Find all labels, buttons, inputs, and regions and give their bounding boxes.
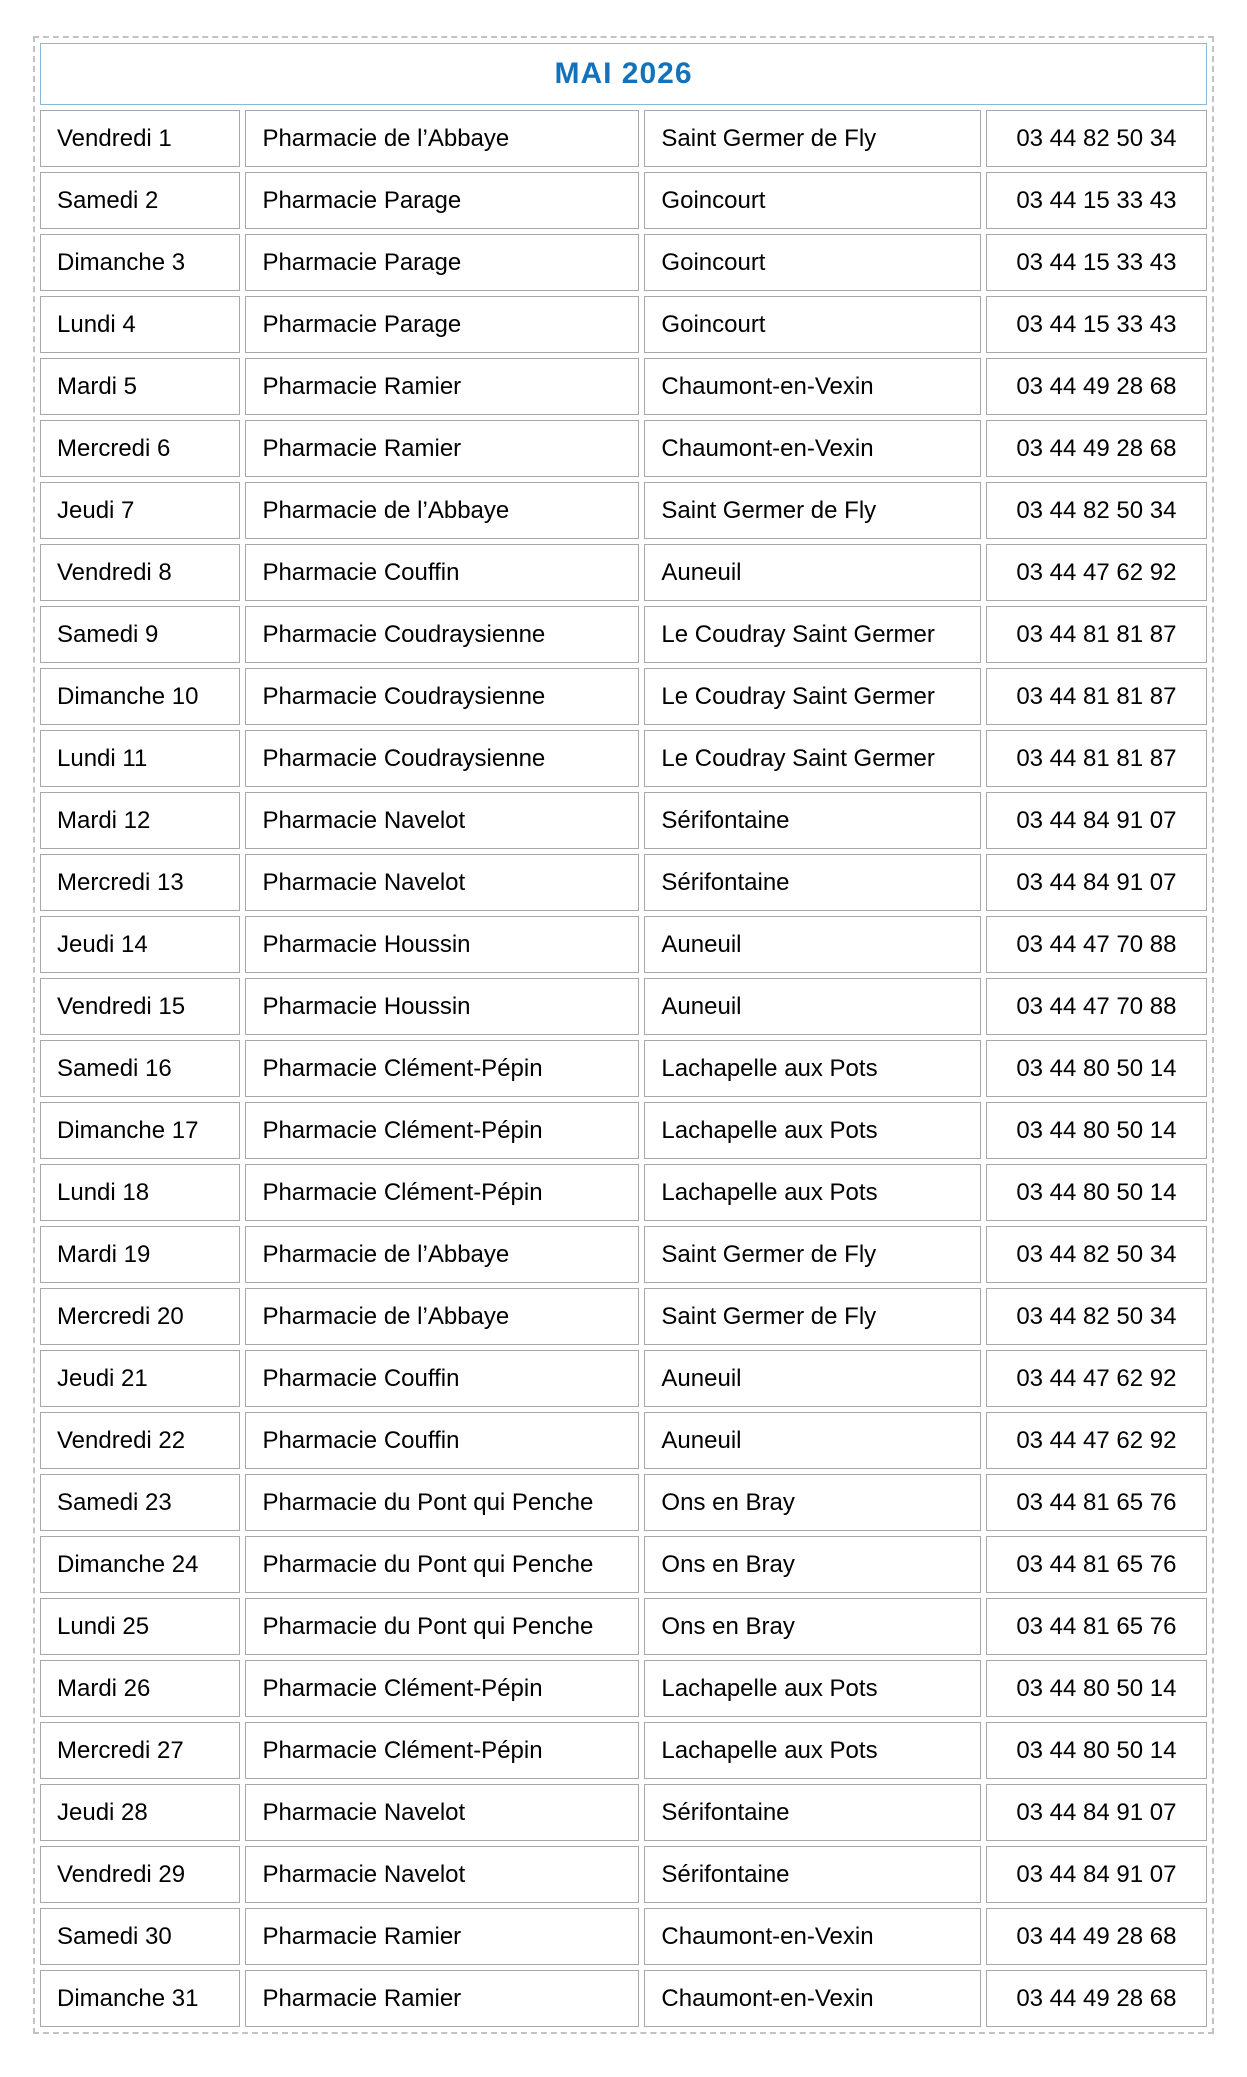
city-cell: Saint Germer de Fly — [644, 1226, 980, 1283]
day-cell: Vendredi 8 — [40, 544, 240, 601]
phone-cell: 03 44 49 28 68 — [986, 420, 1207, 477]
pharmacy-cell: Pharmacie Coudraysienne — [245, 730, 639, 787]
city-cell: Saint Germer de Fly — [644, 110, 980, 167]
phone-cell: 03 44 81 81 87 — [986, 668, 1207, 725]
pharmacy-cell: Pharmacie Clément-Pépin — [245, 1040, 639, 1097]
table-row — [40, 1660, 1207, 1717]
city-cell: Auneuil — [644, 978, 980, 1035]
city-cell: Auneuil — [644, 1412, 980, 1469]
day-cell: Vendredi 22 — [40, 1412, 240, 1469]
phone-cell: 03 44 84 91 07 — [986, 792, 1207, 849]
phone-cell: 03 44 49 28 68 — [986, 358, 1207, 415]
table-row — [40, 1970, 1207, 2027]
title-row — [40, 43, 1207, 105]
pharmacy-cell: Pharmacie Navelot — [245, 1784, 639, 1841]
day-cell: Dimanche 24 — [40, 1536, 240, 1593]
city-cell: Lachapelle aux Pots — [644, 1040, 980, 1097]
table-row — [40, 172, 1207, 229]
phone-cell: 03 44 47 70 88 — [986, 916, 1207, 973]
table-row — [40, 1040, 1207, 1097]
day-cell: Lundi 4 — [40, 296, 240, 353]
city-cell: Goincourt — [644, 172, 980, 229]
table-row — [40, 1846, 1207, 1903]
pharmacy-cell: Pharmacie de l’Abbaye — [245, 1226, 639, 1283]
phone-cell: 03 44 82 50 34 — [986, 110, 1207, 167]
phone-cell: 03 44 82 50 34 — [986, 482, 1207, 539]
phone-cell: 03 44 47 62 92 — [986, 1350, 1207, 1407]
phone-cell: 03 44 49 28 68 — [986, 1908, 1207, 1965]
day-cell: Vendredi 29 — [40, 1846, 240, 1903]
table-row — [40, 916, 1207, 973]
phone-cell: 03 44 49 28 68 — [986, 1970, 1207, 2027]
day-cell: Mercredi 13 — [40, 854, 240, 911]
day-cell: Jeudi 7 — [40, 482, 240, 539]
table-row — [40, 668, 1207, 725]
day-cell: Vendredi 1 — [40, 110, 240, 167]
day-cell: Lundi 18 — [40, 1164, 240, 1221]
city-cell: Chaumont-en-Vexin — [644, 1970, 980, 2027]
city-cell: Chaumont-en-Vexin — [644, 1908, 980, 1965]
city-cell: Lachapelle aux Pots — [644, 1102, 980, 1159]
pharmacy-cell: Pharmacie Houssin — [245, 978, 639, 1035]
phone-cell: 03 44 47 62 92 — [986, 1412, 1207, 1469]
day-cell: Mercredi 6 — [40, 420, 240, 477]
table-row — [40, 730, 1207, 787]
phone-cell: 03 44 47 62 92 — [986, 544, 1207, 601]
day-cell: Mardi 12 — [40, 792, 240, 849]
pharmacy-cell: Pharmacie Ramier — [245, 1908, 639, 1965]
city-cell: Ons en Bray — [644, 1598, 980, 1655]
table-row — [40, 482, 1207, 539]
table-row — [40, 1226, 1207, 1283]
pharmacy-cell: Pharmacie Navelot — [245, 854, 639, 911]
table-row — [40, 296, 1207, 353]
city-cell: Sérifontaine — [644, 1784, 980, 1841]
pharmacy-cell: Pharmacie Clément-Pépin — [245, 1102, 639, 1159]
table-row — [40, 1908, 1207, 1965]
city-cell: Sérifontaine — [644, 854, 980, 911]
day-cell: Samedi 9 — [40, 606, 240, 663]
pharmacy-cell: Pharmacie Coudraysienne — [245, 606, 639, 663]
table-row — [40, 606, 1207, 663]
city-cell: Chaumont-en-Vexin — [644, 420, 980, 477]
day-cell: Jeudi 21 — [40, 1350, 240, 1407]
phone-cell: 03 44 81 65 76 — [986, 1474, 1207, 1531]
phone-cell: 03 44 84 91 07 — [986, 1846, 1207, 1903]
pharmacy-cell: Pharmacie Clément-Pépin — [245, 1660, 639, 1717]
table-row — [40, 544, 1207, 601]
table-row — [40, 1722, 1207, 1779]
city-cell: Sérifontaine — [644, 792, 980, 849]
day-cell: Jeudi 14 — [40, 916, 240, 973]
day-cell: Mardi 5 — [40, 358, 240, 415]
city-cell: Auneuil — [644, 1350, 980, 1407]
phone-cell: 03 44 15 33 43 — [986, 172, 1207, 229]
pharmacy-roster-table — [35, 38, 1212, 2032]
day-cell: Jeudi 28 — [40, 1784, 240, 1841]
day-cell: Mardi 26 — [40, 1660, 240, 1717]
table-row — [40, 1164, 1207, 1221]
pharmacy-cell: Pharmacie Ramier — [245, 1970, 639, 2027]
phone-cell: 03 44 80 50 14 — [986, 1040, 1207, 1097]
pharmacy-cell: Pharmacie de l’Abbaye — [245, 1288, 639, 1345]
city-cell: Lachapelle aux Pots — [644, 1660, 980, 1717]
table-row — [40, 1536, 1207, 1593]
phone-cell: 03 44 80 50 14 — [986, 1722, 1207, 1779]
duty-calendar — [33, 0, 1214, 2034]
day-cell: Dimanche 31 — [40, 1970, 240, 2027]
phone-cell: 03 44 80 50 14 — [986, 1164, 1207, 1221]
table-row — [40, 1350, 1207, 1407]
phone-cell: 03 44 82 50 34 — [986, 1288, 1207, 1345]
pharmacy-cell: Pharmacie du Pont qui Penche — [245, 1474, 639, 1531]
phone-cell: 03 44 15 33 43 — [986, 296, 1207, 353]
day-cell: Samedi 23 — [40, 1474, 240, 1531]
table-row — [40, 358, 1207, 415]
city-cell: Sérifontaine — [644, 1846, 980, 1903]
day-cell: Mercredi 27 — [40, 1722, 240, 1779]
pharmacy-cell: Pharmacie du Pont qui Penche — [245, 1598, 639, 1655]
pharmacy-cell: Pharmacie Ramier — [245, 420, 639, 477]
pharmacy-cell: Pharmacie Couffin — [245, 1350, 639, 1407]
table-row — [40, 1474, 1207, 1531]
table-row — [40, 1598, 1207, 1655]
pharmacy-cell: Pharmacie Clément-Pépin — [245, 1164, 639, 1221]
table-row — [40, 110, 1207, 167]
city-cell: Ons en Bray — [644, 1536, 980, 1593]
table-row — [40, 1784, 1207, 1841]
phone-cell: 03 44 82 50 34 — [986, 1226, 1207, 1283]
table-row — [40, 854, 1207, 911]
pharmacy-cell: Pharmacie Couffin — [245, 544, 639, 601]
city-cell: Chaumont-en-Vexin — [644, 358, 980, 415]
phone-cell: 03 44 47 70 88 — [986, 978, 1207, 1035]
phone-cell: 03 44 81 81 87 — [986, 730, 1207, 787]
pharmacy-cell: Pharmacie de l’Abbaye — [245, 110, 639, 167]
table-row — [40, 1288, 1207, 1345]
city-cell: Saint Germer de Fly — [644, 1288, 980, 1345]
day-cell: Mercredi 20 — [40, 1288, 240, 1345]
phone-cell: 03 44 84 91 07 — [986, 854, 1207, 911]
calendar-dashed-frame — [33, 36, 1214, 2034]
day-cell: Samedi 16 — [40, 1040, 240, 1097]
phone-cell: 03 44 81 81 87 — [986, 606, 1207, 663]
city-cell: Auneuil — [644, 916, 980, 973]
table-row — [40, 1412, 1207, 1469]
roster-body — [40, 110, 1207, 2027]
day-cell: Lundi 11 — [40, 730, 240, 787]
day-cell: Samedi 30 — [40, 1908, 240, 1965]
city-cell: Goincourt — [644, 234, 980, 291]
phone-cell: 03 44 81 65 76 — [986, 1536, 1207, 1593]
city-cell: Goincourt — [644, 296, 980, 353]
city-cell: Auneuil — [644, 544, 980, 601]
pharmacy-cell: Pharmacie Ramier — [245, 358, 639, 415]
pharmacy-cell: Pharmacie de l’Abbaye — [245, 482, 639, 539]
phone-cell: 03 44 80 50 14 — [986, 1660, 1207, 1717]
city-cell: Lachapelle aux Pots — [644, 1722, 980, 1779]
city-cell: Saint Germer de Fly — [644, 482, 980, 539]
phone-cell: 03 44 84 91 07 — [986, 1784, 1207, 1841]
table-row — [40, 792, 1207, 849]
pharmacy-cell: Pharmacie Coudraysienne — [245, 668, 639, 725]
phone-cell: 03 44 80 50 14 — [986, 1102, 1207, 1159]
day-cell: Samedi 2 — [40, 172, 240, 229]
city-cell: Lachapelle aux Pots — [644, 1164, 980, 1221]
pharmacy-cell: Pharmacie Parage — [245, 172, 639, 229]
day-cell: Dimanche 17 — [40, 1102, 240, 1159]
city-cell: Le Coudray Saint Germer — [644, 730, 980, 787]
table-row — [40, 234, 1207, 291]
table-row — [40, 978, 1207, 1035]
pharmacy-cell: Pharmacie Parage — [245, 296, 639, 353]
city-cell: Le Coudray Saint Germer — [644, 606, 980, 663]
pharmacy-cell: Pharmacie Houssin — [245, 916, 639, 973]
pharmacy-cell: Pharmacie Clément-Pépin — [245, 1722, 639, 1779]
pharmacy-cell: Pharmacie Couffin — [245, 1412, 639, 1469]
pharmacy-cell: Pharmacie du Pont qui Penche — [245, 1536, 639, 1593]
table-row — [40, 420, 1207, 477]
month-title: MAI 2026 — [40, 43, 1207, 105]
pharmacy-cell: Pharmacie Navelot — [245, 792, 639, 849]
phone-cell: 03 44 81 65 76 — [986, 1598, 1207, 1655]
pharmacy-cell: Pharmacie Parage — [245, 234, 639, 291]
phone-cell: 03 44 15 33 43 — [986, 234, 1207, 291]
day-cell: Dimanche 10 — [40, 668, 240, 725]
day-cell: Dimanche 3 — [40, 234, 240, 291]
table-row — [40, 1102, 1207, 1159]
pharmacy-cell: Pharmacie Navelot — [245, 1846, 639, 1903]
city-cell: Ons en Bray — [644, 1474, 980, 1531]
day-cell: Lundi 25 — [40, 1598, 240, 1655]
day-cell: Mardi 19 — [40, 1226, 240, 1283]
city-cell: Le Coudray Saint Germer — [644, 668, 980, 725]
day-cell: Vendredi 15 — [40, 978, 240, 1035]
